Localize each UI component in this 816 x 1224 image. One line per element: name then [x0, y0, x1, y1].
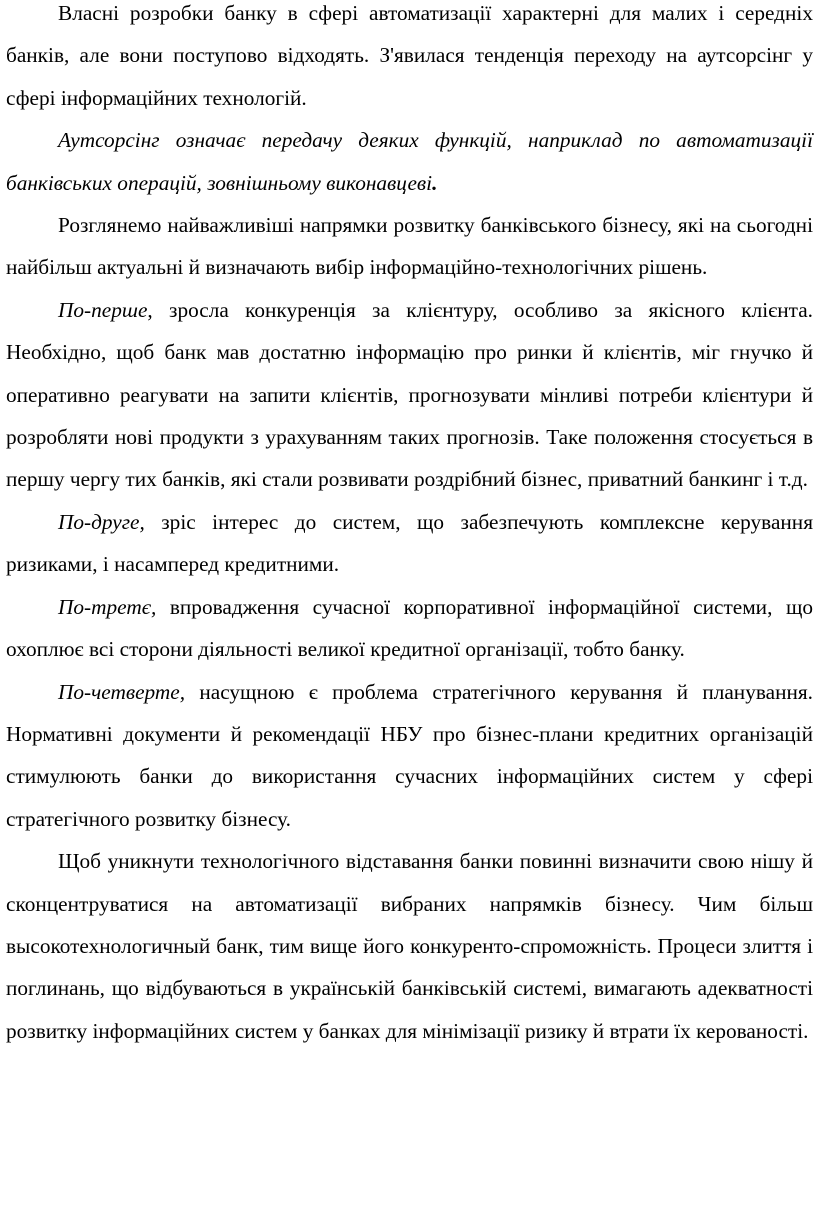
paragraph-lead: По-перше [58, 297, 148, 322]
paragraph-second [6, 501, 813, 586]
paragraph-lead: По-друге, [58, 509, 145, 534]
paragraph-text: , зросла конкуренція за клієнтуру, особливо за якісного клієнта. Необхідно, щоб банк мав достатню інформацію про ринки й клієнтів, міг гнучко й оперативно реагувати на запити клієнтів, прогнозувати мінливі потреби клієнтури й розробляти нові продукти з урахуванням таких прогнозів. Таке положення стосується в першу чергу тих банків, які стали розвивати роздрібний бізнес, приватний банкинг і т.д. [6, 297, 813, 492]
paragraph-text: зріс інтерес до систем, що забезпечують комплексне керування ризиками, і насамперед кредитними. [6, 509, 813, 577]
paragraph-fourth [6, 671, 813, 841]
paragraph-lead: По-четверте, [58, 679, 186, 704]
paragraph-text: Розглянемо найважливіші напрямки розвитку банківського бізнесу, які на сьогодні найбільш актуальні й визначають вибір інформаційно-технологічних рішень. [6, 213, 813, 280]
paragraph-first [6, 289, 813, 501]
paragraph-text: впровадження сучасної корпоративної інформаційної системи, що охоплює всі сторони діяльності великої кредитної організації, тобто банку. [6, 594, 813, 662]
paragraph-text: Щоб уникнути технологічного відставання банки повинні визначити свою нішу й сконцентруватися на автоматизації вибраних напрямків бізнесу. Чим більш высокотехнологичный банк, тим вище його конкуренто-спроможність. Процеси злиття і поглинань, що відбуваються в українській банківській системі, вимагають адекватності розвитку інформаційних систем у банках для мінімізації ризику й втрати їх керованості. [6, 849, 813, 1043]
paragraph-text: Власні розробки банку в сфері автоматизації характерні для малих і середніх банків, але вони поступово відходять. З'явилася тенденція переходу на аутсорсінг у сфері інформаційних технологій. [6, 1, 813, 110]
paragraph-directions-intro [6, 204, 813, 289]
definition-end: . [432, 170, 438, 195]
paragraph-third [6, 586, 813, 671]
paragraph-lead: По-третє, [58, 594, 157, 619]
definition-text: Аутсорсінг означає передачу деяких функцій, наприклад по автоматизації банківських операцій, зовнішньому виконавцеві [6, 128, 813, 195]
paragraph-conclusion [6, 840, 813, 1052]
document-page [6, 0, 813, 1052]
paragraph-text: насущною є проблема стратегічного керування й планування. Нормативні документи й рекомендації НБУ про бізнес-плани кредитних організацій стимулюють банки до використання сучасних інформаційних систем у сфері стратегічного розвитку бізнесу. [6, 679, 813, 831]
paragraph-outsourcing-definition [6, 119, 813, 204]
paragraph-own-development [6, 0, 813, 119]
